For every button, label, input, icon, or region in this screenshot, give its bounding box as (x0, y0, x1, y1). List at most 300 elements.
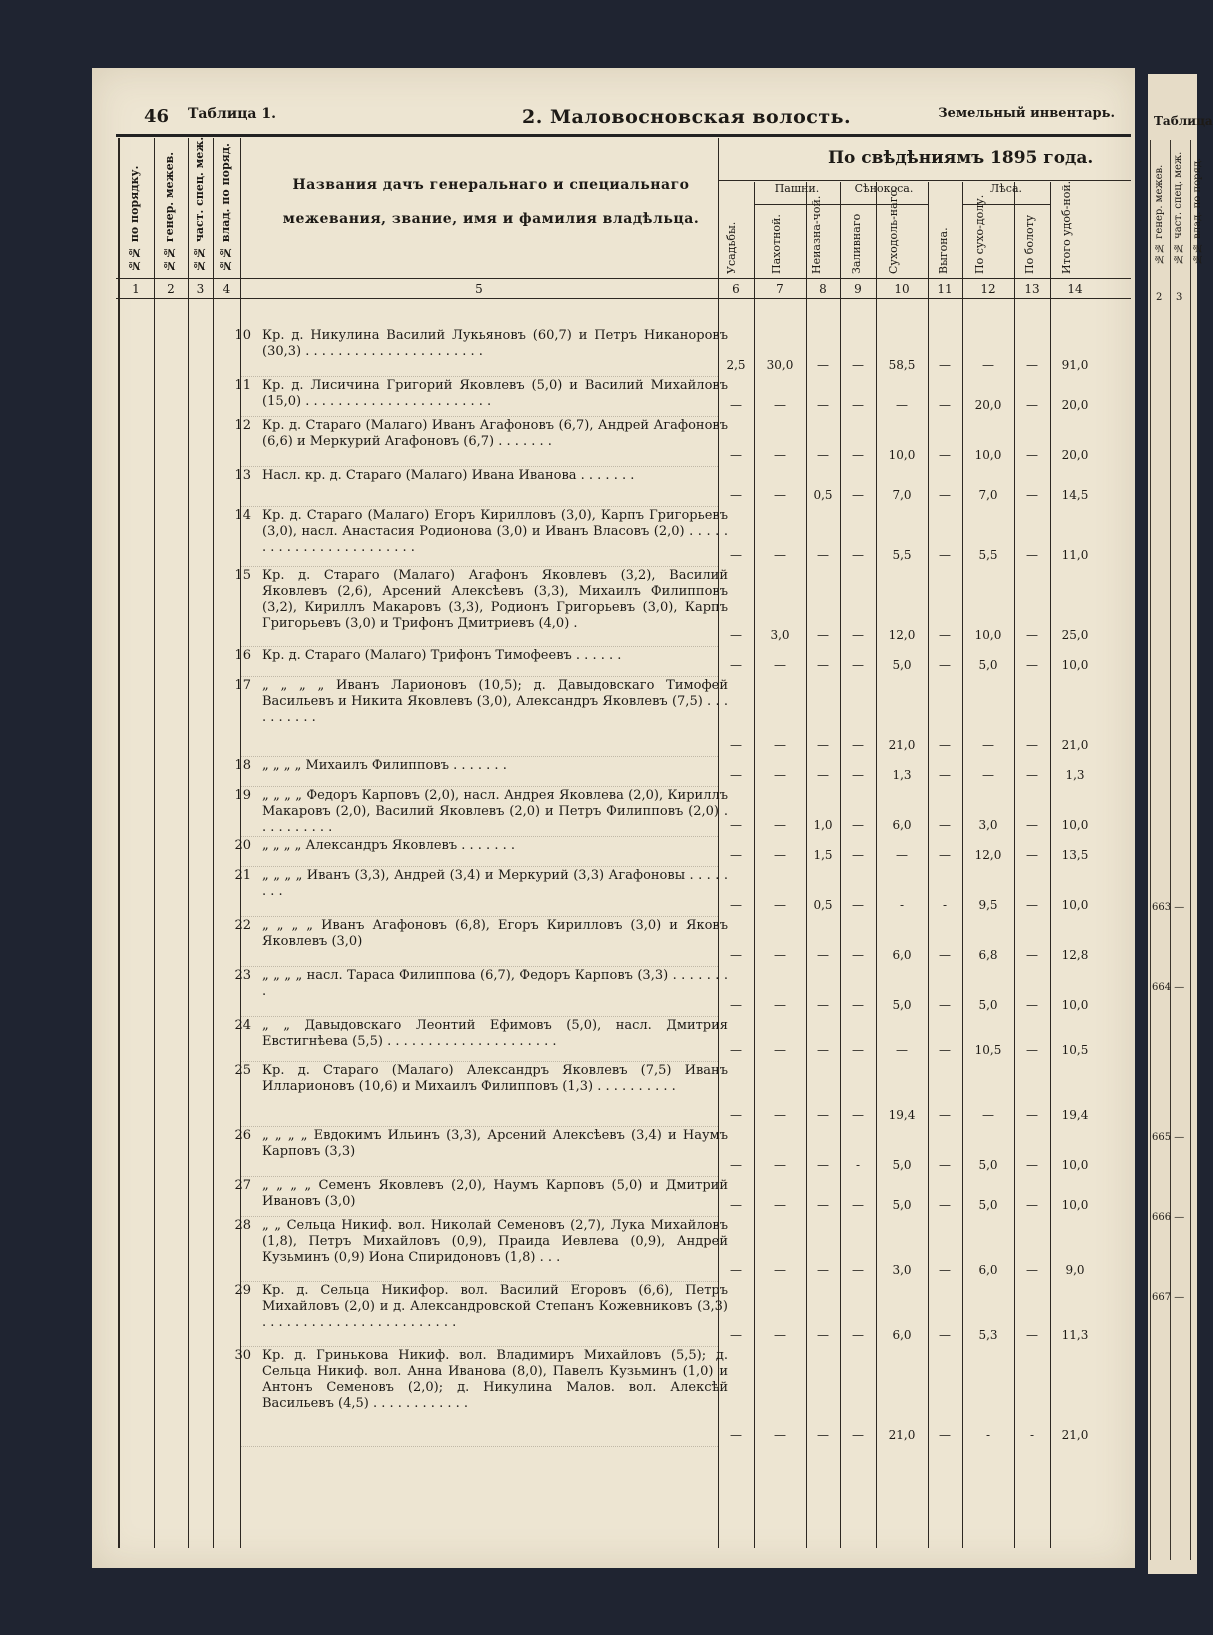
value-cell: 5,5 (978, 548, 998, 562)
value-cell: 91,0 (1061, 358, 1089, 372)
value-cell: — (774, 1043, 786, 1057)
value-cell: — (852, 658, 864, 672)
value-cell: — (817, 548, 829, 562)
table-row (116, 508, 1131, 568)
value-cell: — (774, 1198, 786, 1212)
value-cell: — (982, 358, 994, 372)
value-cell: — (774, 488, 786, 502)
value-cell: — (939, 1198, 951, 1212)
value-cell: — (1026, 1328, 1038, 1342)
table-row (116, 868, 1131, 918)
value-cell: — (1026, 998, 1038, 1012)
value-cell: 11,3 (1061, 1328, 1089, 1342)
value-cell: 11,0 (1061, 548, 1089, 562)
table-row (116, 968, 1131, 1018)
value-cell: — (730, 998, 742, 1012)
value-cell: 10,5 (1061, 1043, 1089, 1057)
value-cell: 10,0 (1061, 658, 1089, 672)
owner-description: Кр. д. Стараго (Малаго) Иванъ Агафоновъ (6,7), Андрей Агафоновъ (6,6) и Меркурий Агафоновъ (6,7) . . . . . . . (262, 418, 728, 449)
value-cell: — (939, 628, 951, 642)
edge-ref: 667 — (1152, 1292, 1185, 1303)
table-row (116, 418, 1131, 468)
value-cell: — (852, 738, 864, 752)
col-header-4: №№ влад. по поряд. (219, 143, 232, 272)
value-cell: — (939, 548, 951, 562)
value-cell: — (939, 448, 951, 462)
value-cell: — (774, 1328, 786, 1342)
row-rule (240, 1061, 718, 1062)
owner-description: „ „ „ „ Иванъ Агафоновъ (6,8), Егоръ Кирилловъ (3,0) и Яковъ Яковлевъ (3,0) (262, 918, 728, 949)
value-cell: — (730, 488, 742, 502)
value-cell: 10,0 (1061, 998, 1089, 1012)
value-cell: 12,8 (1061, 948, 1089, 962)
edge-col-header: №№ влад. по поряд. (1192, 157, 1203, 264)
edge-col-header: №№ част. спец. меж. (1173, 151, 1184, 264)
value-cell: — (817, 738, 829, 752)
value-cell: 5,0 (978, 658, 998, 672)
value-cell: — (730, 848, 742, 862)
value-cell: — (939, 488, 951, 502)
owner-description: „ „ „ „ насл. Тараса Филиппова (6,7), Федоръ Карповъ (3,3) . . . . . . . . (262, 968, 728, 999)
row-rule (240, 1216, 718, 1217)
value-cell: — (852, 358, 864, 372)
edge-colnum: 2 (1156, 292, 1163, 303)
table-row (116, 378, 1131, 418)
value-cell: — (852, 448, 864, 462)
col-header-7: Пахотной. (770, 214, 783, 274)
edge-colnum: 3 (1176, 292, 1183, 303)
colnum: 14 (1067, 282, 1083, 296)
row-rule (240, 1346, 718, 1347)
value-cell: 10,0 (1061, 1198, 1089, 1212)
value-cell: — (939, 1328, 951, 1342)
row-number: 24 (234, 1018, 251, 1033)
value-cell: — (1026, 768, 1038, 782)
value-cell: — (1026, 398, 1038, 412)
value-cell: 1,5 (813, 848, 833, 862)
row-number: 28 (234, 1218, 251, 1233)
edge-col-header: №№ генер. межев. (1154, 164, 1165, 264)
value-cell: 10,0 (974, 448, 1002, 462)
value-cell: — (939, 1043, 951, 1057)
colnum: 2 (167, 282, 175, 296)
next-page-edge (1148, 74, 1213, 1574)
col-header-14: Итого удоб-ной. (1060, 180, 1073, 274)
row-number: 16 (234, 648, 251, 663)
col-header-6: Усадьбы. (725, 221, 738, 274)
value-cell: — (817, 1158, 829, 1172)
owner-description: „ „ „ „ Александръ Яковлевъ . . . . . . . (262, 838, 515, 853)
top-rule (116, 134, 1131, 137)
row-number: 18 (234, 758, 251, 773)
row-number: 26 (234, 1128, 251, 1143)
value-cell: — (730, 1043, 742, 1057)
table-row (116, 1178, 1131, 1218)
row-number: 14 (234, 508, 251, 523)
value-cell: — (817, 628, 829, 642)
value-cell: — (774, 398, 786, 412)
value-cell: 20,0 (974, 398, 1002, 412)
colnum: 6 (732, 282, 740, 296)
edge-ref: 666 — (1152, 1212, 1185, 1223)
owner-description: Кр. д. Гринькова Никиф. вол. Владимиръ Михайловъ (5,5); д. Сельца Никиф. вол. Анна Иванова (8,0), Павелъ Кузьминъ (1,0) и Антонъ Семеновъ (2,0); д. Никулина Малов. вол. Алексѣй Васильевъ (4,5) . . . . . . . . . . . . (262, 1348, 728, 1411)
table-row (116, 1063, 1131, 1128)
page-title: 2. Маловосновская волость. (522, 106, 852, 128)
value-cell: 0,5 (813, 898, 833, 912)
value-cell: — (939, 738, 951, 752)
row-rule (240, 1176, 718, 1177)
value-cell: — (774, 998, 786, 1012)
row-rule (240, 1446, 718, 1447)
col-header-3: №№ част. спец. меж. (193, 136, 206, 272)
row-number: 29 (234, 1283, 251, 1298)
value-cell: — (852, 898, 864, 912)
value-cell: 9,0 (1065, 1263, 1085, 1277)
value-cell: — (852, 1198, 864, 1212)
value-cell: — (730, 898, 742, 912)
header-bottom-rule (116, 278, 1131, 279)
value-cell: — (939, 998, 951, 1012)
table-row (116, 1018, 1131, 1063)
value-cell: 2,5 (726, 358, 746, 372)
edge-rule (1150, 140, 1151, 1560)
value-cell: 6,0 (892, 948, 912, 962)
value-cell: 9,5 (978, 898, 998, 912)
value-cell: 5,0 (978, 1198, 998, 1212)
owner-description: „ „ „ „ Федоръ Карповъ (2,0), насл. Андрея Яковлева (2,0), Кириллъ Макаровъ (2,0), Василий Яковлевъ (2,0) и Петръ Филипповъ (2,0) . . . . . . . . . . (262, 788, 728, 835)
inventory-table (116, 138, 1131, 1548)
row-number: 22 (234, 918, 251, 933)
value-cell: — (817, 768, 829, 782)
value-cell: — (852, 1263, 864, 1277)
value-cell: — (774, 948, 786, 962)
value-cell: — (1026, 818, 1038, 832)
value-cell: — (939, 948, 951, 962)
colnum: 4 (222, 282, 231, 296)
edge-ref: 665 — (1152, 1132, 1185, 1143)
value-cell: — (982, 738, 994, 752)
col-header-2: №№ генер. межев. (163, 151, 176, 272)
value-cell: — (1026, 1158, 1038, 1172)
value-cell: — (817, 448, 829, 462)
value-cell: — (774, 1263, 786, 1277)
table-row (116, 918, 1131, 968)
value-cell: — (852, 1328, 864, 1342)
value-cell: 30,0 (766, 358, 794, 372)
value-cell: 10,0 (888, 448, 916, 462)
col-header-5: Названия дачъ генеральнаго и специальнаго межевания, звание, имя и фамилия владѣльца. (282, 177, 700, 227)
value-cell: 10,5 (974, 1043, 1002, 1057)
row-rule (240, 566, 718, 567)
value-cell: — (730, 1108, 742, 1122)
value-cell: 21,0 (888, 738, 916, 752)
value-cell: — (939, 658, 951, 672)
colnum: 8 (819, 282, 827, 296)
owner-description: „ „ Сельца Никиф. вол. Николай Семеновъ (2,7), Лука Михайловъ (1,8), Петръ Михайловъ (0,9), Праида Иевлева (0,9), Андрей Кузьминъ (0,9) Иона Спиридоновъ (1,8) . . . (262, 1218, 728, 1265)
value-cell: — (852, 998, 864, 1012)
value-cell: — (774, 1428, 786, 1442)
value-cell: — (1026, 548, 1038, 562)
value-cell: — (852, 1428, 864, 1442)
value-cell: - (1029, 1428, 1035, 1442)
table-row (116, 568, 1131, 648)
row-rule (240, 1126, 718, 1127)
row-rule (240, 506, 718, 507)
col-header-13: По болоту (1023, 214, 1036, 274)
row-number: 10 (234, 328, 251, 343)
value-cell: 12,0 (888, 628, 916, 642)
period-header: По свѣдѣниямъ 1895 года. (828, 148, 1094, 168)
value-cell: — (774, 768, 786, 782)
value-cell: 10,0 (1061, 898, 1089, 912)
col-header-1: №№ по порядку. (128, 165, 141, 272)
edge-ref: 663 — (1152, 902, 1185, 913)
page-number: 46 (144, 106, 170, 127)
colnum: 11 (937, 282, 953, 296)
owner-description: „ „ „ „ Евдокимъ Ильинъ (3,3), Арсений Алексѣевъ (3,4) и Наумъ Карповъ (3,3) (262, 1128, 728, 1159)
row-number: 25 (234, 1063, 251, 1078)
row-rule (240, 786, 718, 787)
value-cell: — (1026, 1263, 1038, 1277)
value-cell: 6,0 (892, 818, 912, 832)
value-cell: 14,5 (1061, 488, 1089, 502)
value-cell: — (939, 848, 951, 862)
value-cell: — (1026, 448, 1038, 462)
value-cell: — (852, 768, 864, 782)
table-row (116, 328, 1131, 378)
table-row (116, 788, 1131, 838)
value-cell: — (730, 818, 742, 832)
value-cell: 5,0 (892, 658, 912, 672)
row-rule (240, 466, 718, 467)
value-cell: — (852, 398, 864, 412)
value-cell: — (1026, 488, 1038, 502)
value-cell: — (774, 848, 786, 862)
value-cell: — (774, 1158, 786, 1172)
colnum: 12 (980, 282, 996, 296)
row-number: 15 (234, 568, 251, 583)
row-number: 11 (234, 378, 251, 393)
edge-rule (1190, 140, 1191, 1560)
row-rule (240, 756, 718, 757)
value-cell: — (1026, 1108, 1038, 1122)
value-cell: — (817, 398, 829, 412)
value-cell: 21,0 (1061, 1428, 1089, 1442)
value-cell: 19,4 (888, 1108, 916, 1122)
owner-description: „ „ „ „ Семенъ Яковлевъ (2,0), Наумъ Карповъ (5,0) и Дмитрий Ивановъ (3,0) (262, 1178, 728, 1209)
value-cell: — (939, 358, 951, 372)
owner-description: „ „ „ „ Михаилъ Филипповъ . . . . . . . (262, 758, 507, 773)
row-number: 21 (234, 868, 251, 883)
colnum: 13 (1024, 282, 1040, 296)
value-cell: 25,0 (1061, 628, 1089, 642)
col-header-12: По сухо-долу. (973, 194, 986, 274)
table-row (116, 468, 1131, 508)
value-cell: — (1026, 848, 1038, 862)
row-rule (240, 1016, 718, 1017)
value-cell: 6,0 (892, 1328, 912, 1342)
value-cell: — (939, 1428, 951, 1442)
group-rule (840, 204, 928, 205)
next-page-head: Таблица (1154, 114, 1213, 128)
value-cell: 0,5 (813, 488, 833, 502)
value-cell: — (1026, 1198, 1038, 1212)
row-rule (240, 916, 718, 917)
value-cell: 10,0 (1061, 1158, 1089, 1172)
value-cell: — (852, 818, 864, 832)
value-cell: — (817, 1328, 829, 1342)
edge-ref: 664 — (1152, 982, 1185, 993)
value-cell: - (855, 1158, 861, 1172)
owner-description: „ „ „ „ Иванъ Ларионовъ (10,5); д. Давыдовскаго Тимофей Васильевъ и Никита Яковлевъ (3,0), Александръ Яковлевъ (7,5) . . . . . . . . . . (262, 678, 728, 725)
table-row (116, 1348, 1131, 1448)
owner-description: Кр. д. Сельца Никифор. вол. Василий Егоровъ (6,6), Петръ Михайловъ (2,0) и д. Александровской Степанъ Кожевниковъ (3,3) . . . . . . . . . . . . . . . . . . . . . . . . (262, 1283, 728, 1330)
value-cell: — (774, 738, 786, 752)
group-lesa: Лѣса. (989, 182, 1023, 195)
value-cell: 5,0 (892, 998, 912, 1012)
row-rule (240, 416, 718, 417)
value-cell: - (942, 898, 948, 912)
value-cell: — (817, 1198, 829, 1212)
value-cell: — (1026, 898, 1038, 912)
colnum: 5 (475, 282, 483, 296)
value-cell: — (817, 998, 829, 1012)
value-cell: 6,0 (978, 1263, 998, 1277)
value-cell: 20,0 (1061, 448, 1089, 462)
owner-description: Кр. д. Стараго (Малаго) Агафонъ Яковлевъ (3,2), Василий Яковлевъ (2,6), Арсений Алексѣевъ (3,3), Михаилъ Филипповъ (3,2), Кириллъ Макаровъ (3,3), Родионъ Григорьевъ (3,0), Карпъ Григорьевъ (3,0) и Трифонъ Дмитриевъ (4,0) . (262, 568, 728, 631)
value-cell: — (774, 1108, 786, 1122)
col-header-9: Заливнаго (850, 213, 863, 274)
colnum: 10 (894, 282, 910, 296)
value-cell: — (817, 358, 829, 372)
owner-description: „ „ „ „ Иванъ (3,3), Андрей (3,4) и Меркурий (3,3) Агафоновы . . . . . . . . (262, 868, 728, 899)
value-cell: — (730, 738, 742, 752)
value-cell: — (730, 1263, 742, 1277)
value-cell: 3,0 (978, 818, 998, 832)
row-number: 12 (234, 418, 251, 433)
owner-description: Кр. д. Стараго (Малаго) Егоръ Кирилловъ (3,0), Карпъ Григорьевъ (3,0), насл. Анастасия Родионова (3,0) и Иванъ Власовъ (2,0) . . . . . . . . . . . . . . . . . . . . . . . . (262, 508, 728, 555)
table-row (116, 838, 1131, 868)
owner-description: Кр. д. Никулина Василий Лукьяновъ (60,7) и Петръ Никаноровъ (30,3) . . . . . . . . . . . . . . . . . . . . . . (262, 328, 728, 359)
value-cell: — (982, 1108, 994, 1122)
value-cell: — (730, 948, 742, 962)
row-number: 20 (234, 838, 251, 853)
value-cell: — (1026, 738, 1038, 752)
value-cell: 1,0 (813, 818, 833, 832)
row-rule (240, 376, 718, 377)
value-cell: 12,0 (974, 848, 1002, 862)
table-row (116, 1128, 1131, 1178)
table-row (116, 678, 1131, 758)
running-head-right: Земельный инвентарь. (938, 106, 1115, 121)
value-cell: 5,3 (978, 1328, 998, 1342)
owner-description: Кр. д. Лисичина Григорий Яковлевъ (5,0) и Василий Михайловъ (15,0) . . . . . . . . . . . . . . . . . . . . . . . (262, 378, 728, 409)
table-label: Таблица 1. (188, 106, 276, 122)
value-cell: — (817, 1043, 829, 1057)
value-cell: — (817, 948, 829, 962)
value-cell: 1,3 (892, 768, 912, 782)
value-cell: 58,5 (888, 358, 916, 372)
value-cell: — (939, 1263, 951, 1277)
value-cell: 5,0 (892, 1198, 912, 1212)
value-cell: — (817, 1428, 829, 1442)
value-cell: 5,0 (978, 1158, 998, 1172)
value-cell: — (730, 1158, 742, 1172)
value-cell: — (852, 548, 864, 562)
value-cell: — (1026, 1043, 1038, 1057)
value-cell: — (939, 1108, 951, 1122)
value-cell: — (1026, 948, 1038, 962)
row-number: 17 (234, 678, 251, 693)
value-cell: — (852, 848, 864, 862)
row-number: 19 (234, 788, 251, 803)
value-cell: — (982, 768, 994, 782)
value-cell: - (899, 898, 905, 912)
row-number: 13 (234, 468, 251, 483)
value-cell: 5,0 (978, 998, 998, 1012)
colnum: 7 (776, 282, 784, 296)
value-cell: 5,5 (892, 548, 912, 562)
value-cell: 6,8 (978, 948, 998, 962)
value-cell: — (730, 398, 742, 412)
value-cell: — (896, 848, 908, 862)
value-cell: — (774, 658, 786, 672)
value-cell: 13,5 (1061, 848, 1089, 862)
value-cell: 3,0 (770, 628, 790, 642)
value-cell: — (852, 948, 864, 962)
value-cell: — (852, 488, 864, 502)
group-senokos: Сѣнокоса. (854, 182, 914, 195)
value-cell: 21,0 (1061, 738, 1089, 752)
value-cell: — (730, 1428, 742, 1442)
value-cell: — (774, 548, 786, 562)
row-number: 27 (234, 1178, 251, 1193)
owner-description: „ „ Давыдовскаго Леонтий Ефимовъ (5,0), насл. Дмитрия Евстигнѣева (5,5) . . . . . . . . . . . . . . . . . . . . . (262, 1018, 728, 1049)
table-row (116, 1283, 1131, 1348)
group-pashni: Пашни. (774, 182, 820, 195)
colnum: 9 (854, 282, 862, 296)
value-cell: — (939, 1158, 951, 1172)
value-cell: — (896, 1043, 908, 1057)
value-cell: — (939, 768, 951, 782)
owner-description: Насл. кр. д. Стараго (Малаго) Ивана Иванова . . . . . . . (262, 468, 635, 483)
group-rule (754, 204, 840, 205)
value-cell: — (730, 1328, 742, 1342)
row-number: 23 (234, 968, 251, 983)
value-cell: — (939, 818, 951, 832)
row-rule (240, 1281, 718, 1282)
value-cell: — (1026, 628, 1038, 642)
value-cell: 7,0 (978, 488, 998, 502)
value-cell: — (1026, 358, 1038, 372)
edge-rule (1170, 140, 1171, 1560)
value-cell: — (730, 658, 742, 672)
value-cell: 19,4 (1061, 1108, 1089, 1122)
row-rule (240, 836, 718, 837)
row-rule (240, 966, 718, 967)
value-cell: 3,0 (892, 1263, 912, 1277)
value-cell: — (1026, 658, 1038, 672)
row-number: 30 (234, 1348, 251, 1363)
value-cell: 10,0 (974, 628, 1002, 642)
owner-description: Кр. д. Стараго (Малаго) Александръ Яковлевъ (7,5) Иванъ Илларионовъ (10,6) и Михаилъ Филипповъ (1,3) . . . . . . . . . . (262, 1063, 728, 1094)
value-cell: — (774, 448, 786, 462)
value-cell: — (939, 398, 951, 412)
value-cell: — (817, 1108, 829, 1122)
value-cell: 5,0 (892, 1158, 912, 1172)
document-page (92, 68, 1135, 1568)
value-cell: — (774, 818, 786, 832)
